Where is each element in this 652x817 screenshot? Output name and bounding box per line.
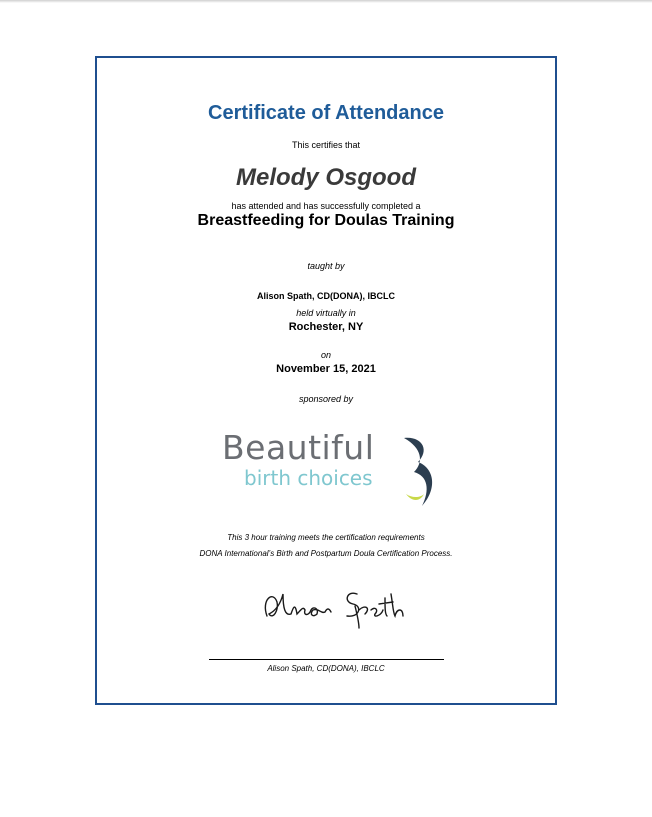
signatory-name: Alison Spath, CD(DONA), IBCLC [267, 664, 385, 673]
course-name: Breastfeeding for Doulas Training [197, 212, 455, 229]
handwritten-signature [247, 580, 427, 630]
instructor-name: Alison Spath, CD(DONA), IBCLC [257, 291, 395, 301]
sponsored-by-text: sponsored by [298, 394, 354, 404]
logo-swirl-icon [400, 432, 440, 512]
taught-by-text: taught by [307, 261, 345, 271]
requirement-line-1: This 3 hour training meets the certification requirements [227, 533, 425, 542]
logo-word-birth-choices: birth choices [244, 466, 373, 490]
training-location: Rochester, NY [288, 321, 364, 333]
certificate-border [95, 56, 557, 705]
certificate-title: Certificate of Attendance [208, 102, 444, 124]
signature-line [209, 659, 444, 660]
certifies-text: This certifies that [291, 140, 361, 150]
page-top-shadow [0, 0, 652, 3]
on-text: on [320, 350, 331, 360]
requirement-line-2: DONA International’s Birth and Postpartum Doula Certification Process. [199, 549, 453, 558]
sponsor-logo [222, 428, 437, 518]
held-virtually-text: held virtually in [296, 308, 356, 318]
training-date: November 15, 2021 [276, 363, 376, 375]
logo-word-beautiful: Beautiful [222, 428, 375, 467]
recipient-name: Melody Osgood [236, 164, 416, 191]
attended-text: has attended and has successfully completed a [231, 201, 421, 211]
